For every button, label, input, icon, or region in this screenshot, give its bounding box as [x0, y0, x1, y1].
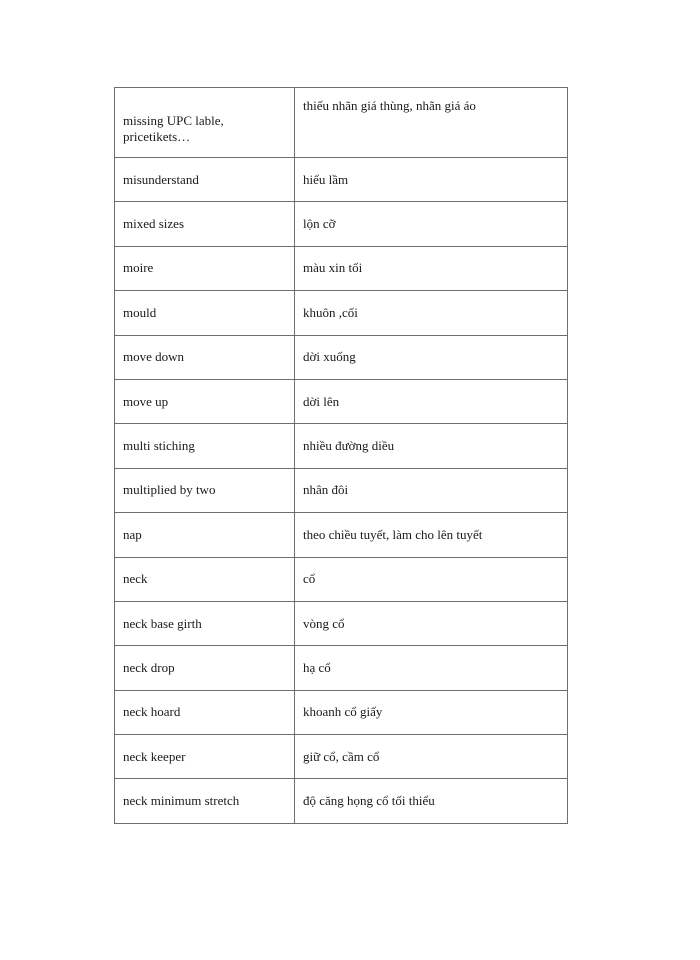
meaning-cell: nhân đôi [295, 468, 568, 512]
meaning-cell: hiểu lầm [295, 158, 568, 202]
term-cell: mixed sizes [115, 202, 295, 246]
term-cell: misunderstand [115, 158, 295, 202]
meaning-cell: theo chiều tuyết, làm cho lên tuyết [295, 513, 568, 557]
term-cell: multiplied by two [115, 468, 295, 512]
table-row [115, 513, 568, 557]
meaning-cell: vòng cổ [295, 601, 568, 645]
term-cell: moire [115, 246, 295, 290]
meaning-cell: hạ cổ [295, 646, 568, 690]
meaning-cell: màu xin tối [295, 246, 568, 290]
table-row [115, 779, 568, 823]
table-row [115, 335, 568, 379]
meaning-cell: thiếu nhãn giá thùng, nhãn giá áo [295, 88, 568, 158]
glossary-table [114, 87, 568, 824]
meaning-cell: lộn cỡ [295, 202, 568, 246]
term-cell: neck minimum stretch [115, 779, 295, 823]
term-cell: missing UPC lable, pricetikets… [115, 88, 295, 158]
table-row [115, 735, 568, 779]
table-row [115, 424, 568, 468]
meaning-cell: khuôn ,cối [295, 291, 568, 335]
table-row [115, 601, 568, 645]
table-row [115, 202, 568, 246]
term-cell: neck keeper [115, 735, 295, 779]
meaning-cell: cổ [295, 557, 568, 601]
table-row [115, 88, 568, 158]
term-cell: nap [115, 513, 295, 557]
meaning-cell: dời lên [295, 379, 568, 423]
meaning-cell: giữ cổ, cầm cổ [295, 735, 568, 779]
table-row [115, 158, 568, 202]
meaning-cell: nhiều đường diều [295, 424, 568, 468]
meaning-cell: dời xuống [295, 335, 568, 379]
term-cell: mould [115, 291, 295, 335]
meaning-cell: khoanh cổ giấy [295, 690, 568, 734]
table-row [115, 690, 568, 734]
table-row [115, 557, 568, 601]
table-row [115, 291, 568, 335]
table-row [115, 246, 568, 290]
table-row [115, 379, 568, 423]
meaning-cell: độ căng họng cổ tối thiểu [295, 779, 568, 823]
table-row [115, 646, 568, 690]
term-cell: neck [115, 557, 295, 601]
term-cell: move down [115, 335, 295, 379]
term-cell: multi stiching [115, 424, 295, 468]
term-cell: move up [115, 379, 295, 423]
term-cell: neck drop [115, 646, 295, 690]
table-row [115, 468, 568, 512]
term-cell: neck base girth [115, 601, 295, 645]
term-cell: neck hoard [115, 690, 295, 734]
